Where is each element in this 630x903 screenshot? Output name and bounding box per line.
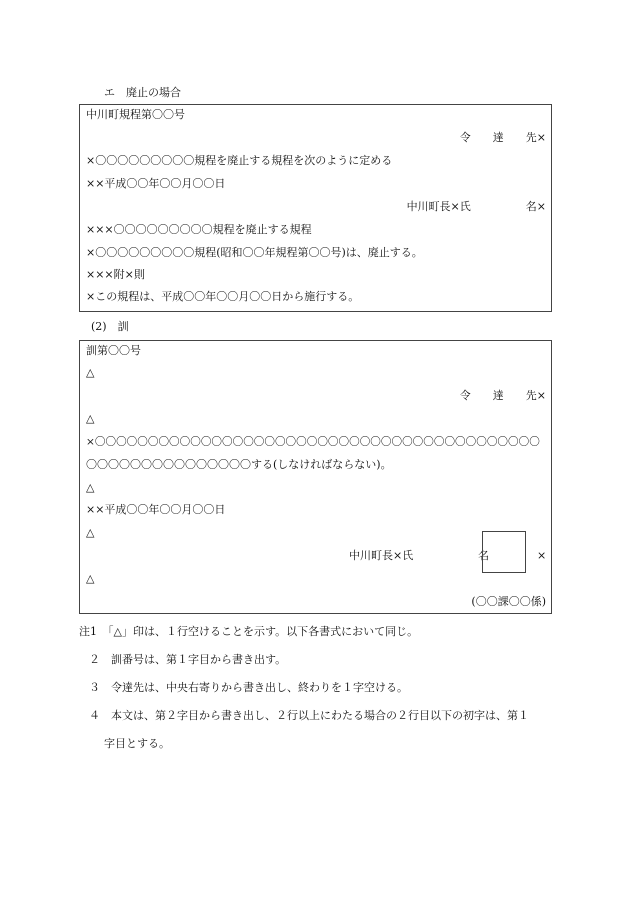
regulation-title: ×××〇〇〇〇〇〇〇〇〇規程を廃止する規程 — [86, 223, 312, 236]
supplementary-heading: ×××附×則 — [86, 268, 145, 281]
supplementary-body: ×この規程は、平成〇〇年〇〇月〇〇日から施行する。 — [86, 290, 360, 303]
instruction-number: 訓第〇〇号 — [86, 344, 141, 357]
recipient-line: 令 達 先× — [459, 131, 546, 144]
regulation-number: 中川町規程第〇〇号 — [86, 108, 185, 121]
section-attribution: (〇〇課〇〇係) — [471, 595, 546, 608]
note-2: ２ 訓番号は、第１字目から書き出す。 — [89, 653, 287, 666]
blank-line-mark: △ — [86, 412, 95, 425]
note-4-continuation: 字目とする。 — [104, 737, 170, 750]
note-4: ４ 本文は、第２字目から書き出し、２行以上にわたる場合の２行目以下の初字は、第１ — [89, 709, 529, 722]
signer-name-char: 名 — [478, 549, 489, 562]
instruction-body-line-2: 〇〇〇〇〇〇〇〇〇〇〇〇〇〇〇する(しなければならない)。 — [86, 458, 392, 471]
note-1: 注1 「△」印は、１行空けることを示す。以下各書式において同じ。 — [79, 625, 419, 638]
enactment-statement: ×〇〇〇〇〇〇〇〇〇規程を廃止する規程を次のように定める — [86, 154, 393, 167]
note-3: ３ 令達先は、中央右寄りから書き出し、終わりを１字空ける。 — [89, 681, 408, 694]
section-2-heading: (2) 訓 — [91, 320, 129, 333]
issue-date: ××平成〇〇年〇〇月〇〇日 — [86, 177, 226, 190]
signer-line: 中川町長×氏 名× — [406, 200, 546, 213]
blank-line-mark: △ — [86, 572, 95, 585]
regulation-body: ×〇〇〇〇〇〇〇〇〇規程(昭和〇〇年規程第〇〇号)は、廃止する。 — [86, 246, 423, 259]
section-e-heading: エ 廃止の場合 — [104, 86, 181, 99]
line-end-mark: × — [537, 549, 547, 562]
seal-stamp-box — [482, 531, 526, 573]
blank-line-mark: △ — [86, 481, 95, 494]
recipient-line: 令 達 先× — [459, 389, 546, 402]
blank-line-mark: △ — [86, 526, 95, 539]
issue-date: ××平成〇〇年〇〇月〇〇日 — [86, 503, 226, 516]
signer-title: 中川町長×氏 — [349, 549, 414, 562]
instruction-body-line-1: ×〇〇〇〇〇〇〇〇〇〇〇〇〇〇〇〇〇〇〇〇〇〇〇〇〇〇〇〇〇〇〇〇〇〇〇〇〇〇〇〇〇〇 — [86, 436, 540, 448]
blank-line-mark: △ — [86, 366, 95, 379]
